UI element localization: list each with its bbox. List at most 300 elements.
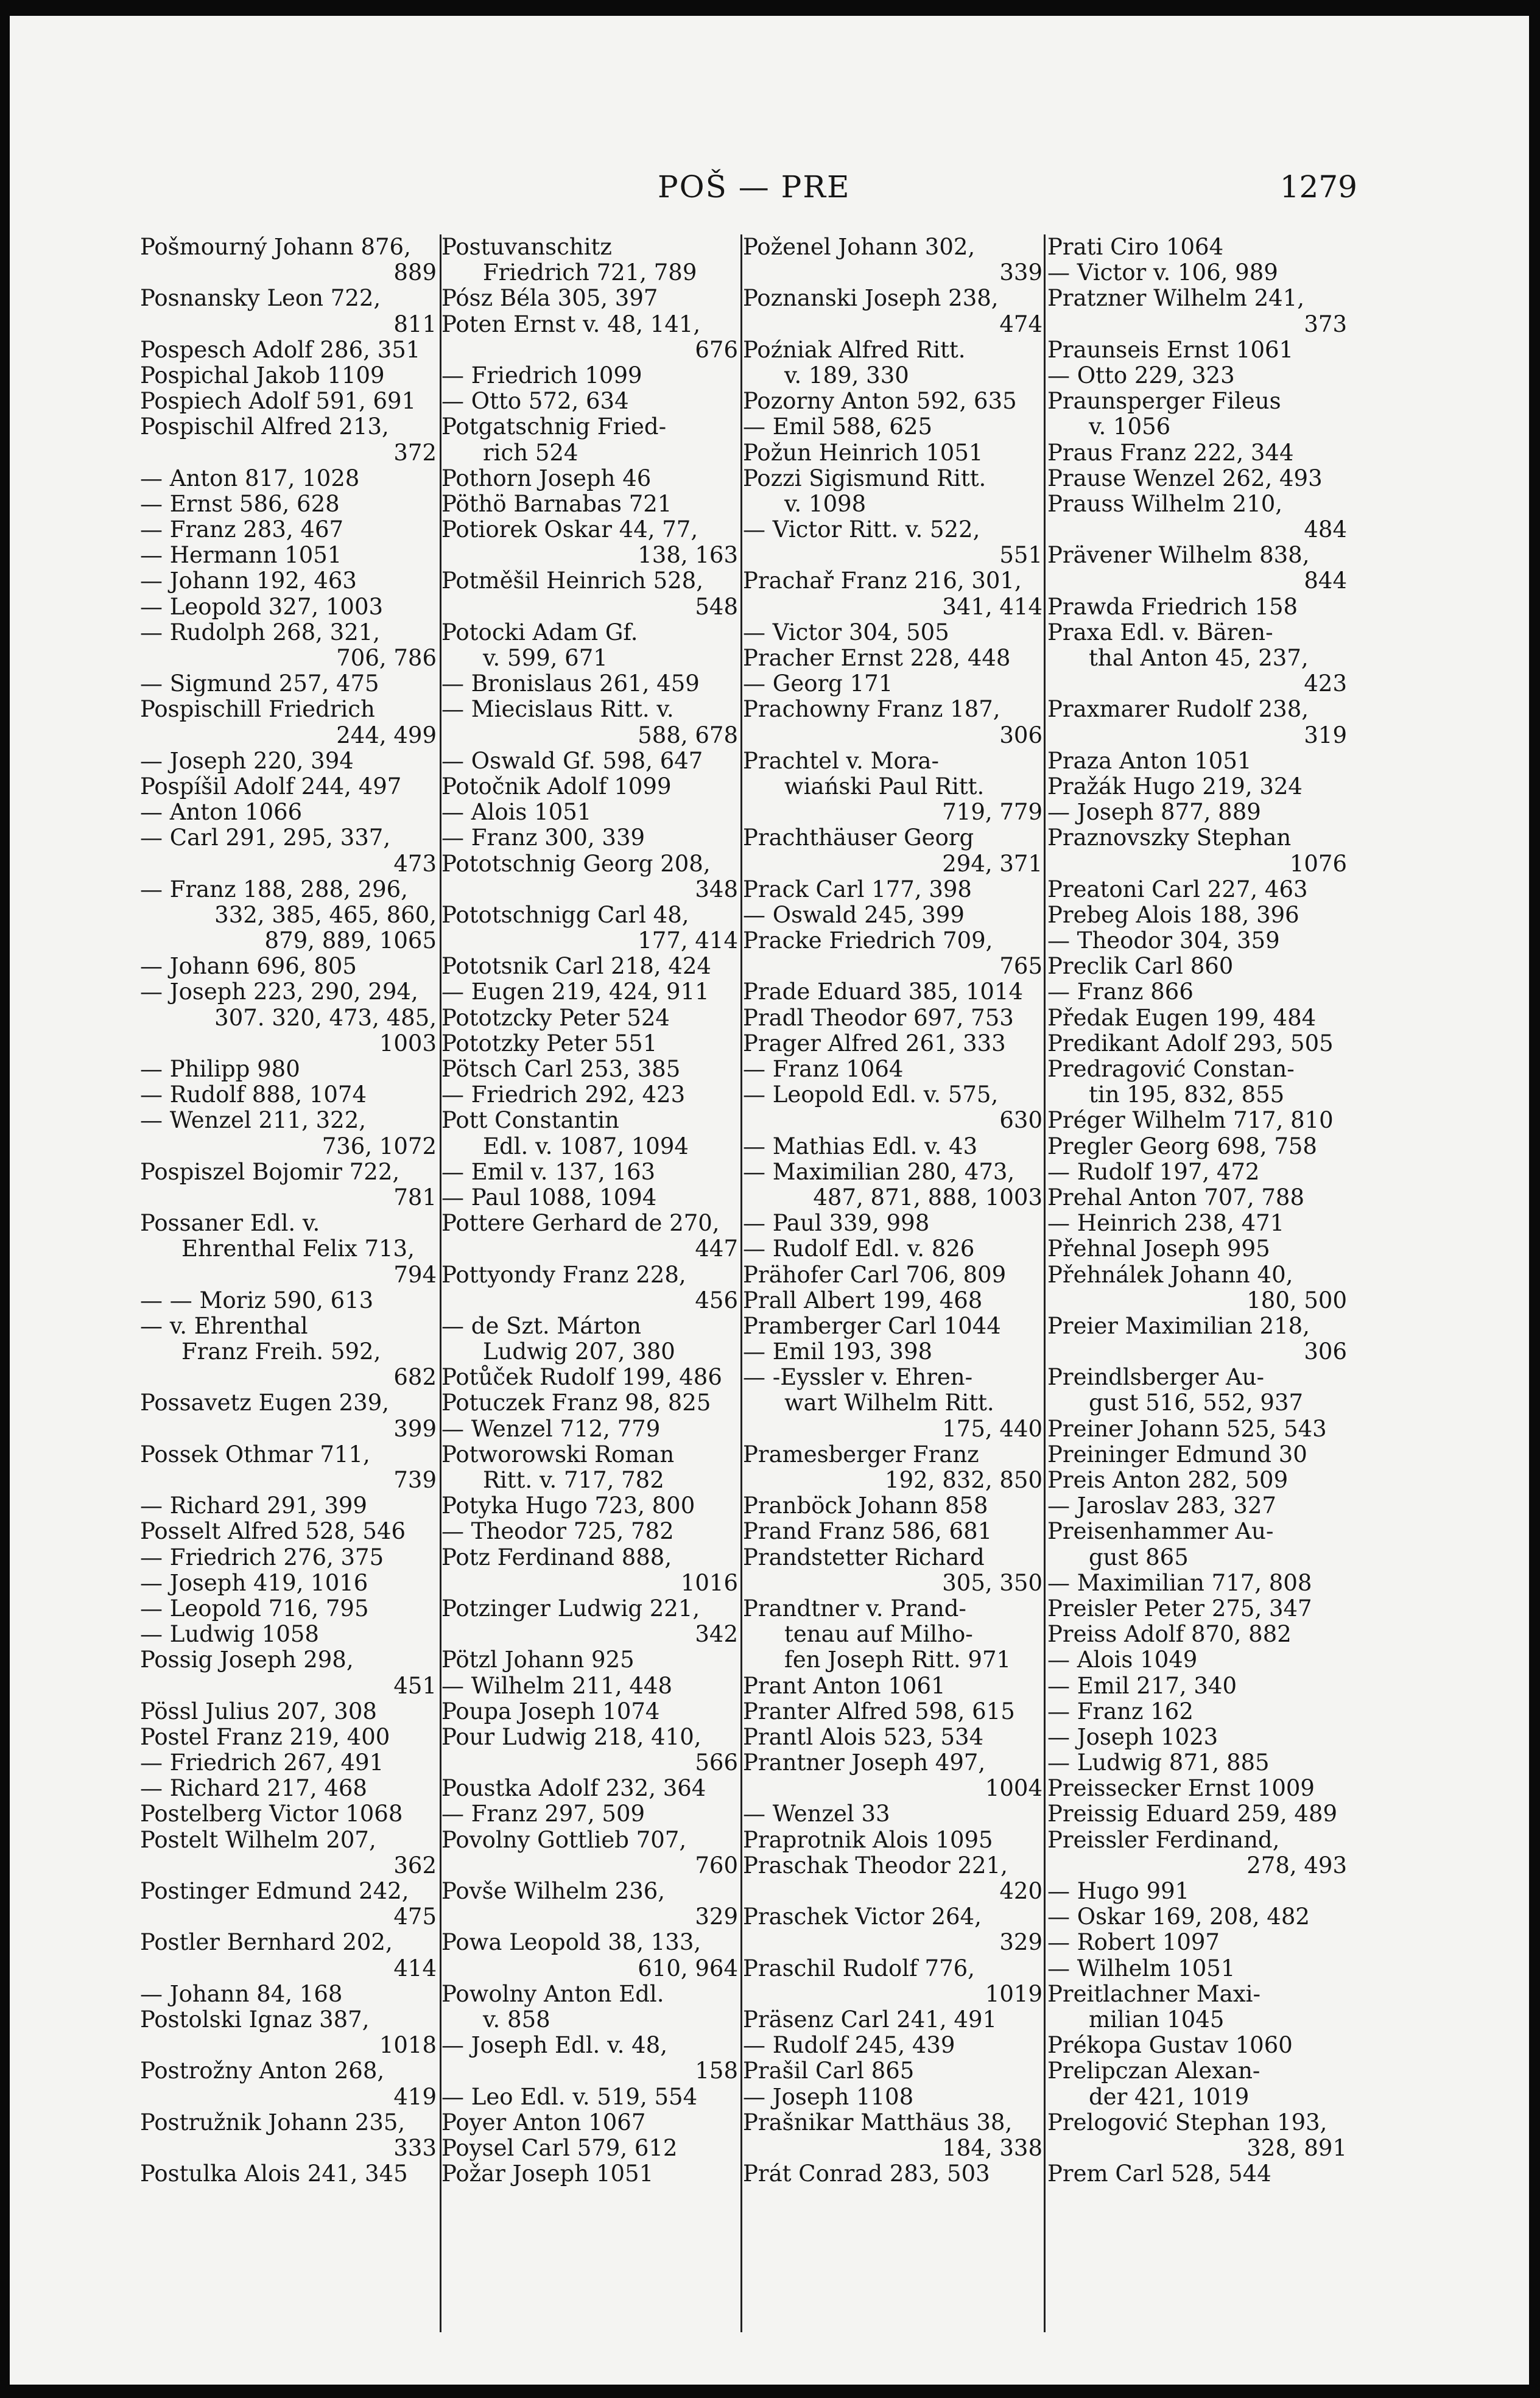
index-entry-line: Pražák Hugo 219, 324 xyxy=(1047,773,1303,800)
index-entry-line: — Alois 1049 xyxy=(1047,1647,1198,1673)
index-entry-line: Potočnik Adolf 1099 xyxy=(441,773,672,800)
index-entry-line: Preissig Eduard 259, 489 xyxy=(1047,1801,1338,1827)
index-entry-line: Pospischil Alfred 213, xyxy=(140,413,389,440)
index-entry xyxy=(743,517,1047,568)
index-entry-line: wiański Paul Ritt. xyxy=(784,773,985,800)
index-entry-line: Pracke Friedrich 709, xyxy=(743,927,993,954)
index-entry-line: Pötsch Carl 253, 385 xyxy=(441,1056,681,1082)
index-entry-line: Praznovszky Stephan xyxy=(1047,825,1292,851)
index-entry-line: Pregler Georg 698, 758 xyxy=(1047,1133,1317,1159)
index-entry xyxy=(441,1108,743,1159)
index-entry xyxy=(743,1853,1047,1904)
index-entry xyxy=(140,517,441,543)
index-entry-line: Preininger Edmund 30 xyxy=(1047,1441,1307,1468)
index-entry xyxy=(743,286,1047,337)
index-entry-line: — Joseph 1108 xyxy=(743,2083,914,2110)
index-entry-line: Potiorek Oskar 44, 77, xyxy=(441,516,698,543)
index-entry-line: 319 xyxy=(1304,722,1347,748)
index-entry-line: Possek Othmar 711, xyxy=(140,1441,370,1468)
index-entry-line: 278, 493 xyxy=(1246,1852,1347,1879)
index-entry xyxy=(441,1211,743,1262)
index-entry xyxy=(140,543,441,568)
index-entry-line: Ritt. v. 717, 782 xyxy=(483,1467,664,1493)
index-entry xyxy=(1047,1031,1352,1057)
index-entry-line: — Ludwig 871, 885 xyxy=(1047,1749,1270,1776)
index-entry-line: 630 xyxy=(999,1107,1042,1134)
index-entry-line: — Franz 188, 288, 296, xyxy=(140,876,408,902)
index-entry xyxy=(743,568,1047,619)
index-entry xyxy=(743,877,1047,902)
index-entry-line: 1003 xyxy=(379,1030,437,1057)
index-entry-line: Preissecker Ernst 1009 xyxy=(1047,1775,1315,1802)
index-entry-line: Přehnal Joseph 995 xyxy=(1047,1236,1270,1262)
index-entry-line: — Oswald 245, 399 xyxy=(743,901,965,928)
index-entry xyxy=(1047,979,1352,1005)
index-entry-line: Pothorn Joseph 46 xyxy=(441,465,652,491)
index-entry-line: Edl. v. 1087, 1094 xyxy=(483,1133,689,1159)
index-entry xyxy=(441,1981,743,2033)
index-entry xyxy=(441,568,743,619)
index-entry-line: Pottyondy Franz 228, xyxy=(441,1261,686,1288)
index-entry-line: — Bronislaus 261, 459 xyxy=(441,670,700,697)
index-entry xyxy=(743,928,1047,979)
index-entry xyxy=(140,979,441,1057)
index-entry-line: — Leopold 327, 1003 xyxy=(140,593,384,620)
index-entry-line: 588, 678 xyxy=(638,722,738,748)
index-entry-line: — Victor Ritt. v. 522, xyxy=(743,516,980,543)
index-entry xyxy=(743,620,1047,645)
index-entry-line: 1018 xyxy=(379,2032,437,2059)
index-entry-line: 305, 350 xyxy=(942,1569,1042,1596)
index-entry-line: — Wilhelm 1051 xyxy=(1047,1955,1236,1981)
index-entry-line: 682 xyxy=(393,1364,437,1391)
index-entry-line: 138, 163 xyxy=(638,542,738,569)
index-entry-line: Pototsnik Carl 218, 424 xyxy=(441,953,711,980)
index-entry xyxy=(441,1673,743,1699)
index-entry xyxy=(140,234,441,286)
index-entry xyxy=(441,774,743,800)
index-entry-line: Ludwig 207, 380 xyxy=(483,1338,675,1365)
index-entry-line: Postuvanschitz xyxy=(441,234,612,260)
index-entry-line: 1019 xyxy=(985,1980,1042,2007)
index-entry-line: Praunsperger Fileus xyxy=(1047,388,1281,415)
index-entry-line: — Rudolf Edl. v. 826 xyxy=(743,1236,975,1262)
index-entry xyxy=(743,1519,1047,1544)
index-entry-line: 328, 891 xyxy=(1246,2134,1347,2161)
index-entry xyxy=(743,1801,1047,1827)
index-entry-line: Predragović Constan- xyxy=(1047,1056,1295,1082)
index-entry xyxy=(140,1570,441,1596)
index-entry-line: v. 599, 671 xyxy=(483,645,608,671)
index-column-2 xyxy=(441,234,743,2187)
index-entry xyxy=(1047,954,1352,979)
index-entry xyxy=(1047,1468,1352,1493)
index-entry xyxy=(441,1776,743,1801)
index-entry-line: Pott Constantin xyxy=(441,1107,619,1134)
index-entry xyxy=(743,466,1047,517)
index-entry xyxy=(140,1057,441,1082)
index-entry xyxy=(441,1313,743,1365)
index-entry xyxy=(1047,260,1352,286)
index-entry xyxy=(140,1082,441,1108)
index-entry-line: — Philipp 980 xyxy=(140,1056,300,1082)
index-entry xyxy=(441,1827,743,1879)
index-entry-line: — Joseph 1023 xyxy=(1047,1723,1218,1750)
index-entry-line: — Joseph Edl. v. 48, xyxy=(441,2032,667,2059)
index-entry xyxy=(140,1159,441,1211)
index-entry-line: Praprotnik Alois 1095 xyxy=(743,1826,993,1853)
index-entry-line: Prachowny Franz 187, xyxy=(743,696,1000,723)
index-entry-line: v. 1056 xyxy=(1089,413,1171,440)
index-entry-line: 811 xyxy=(393,311,437,337)
index-entry-line: — Joseph 419, 1016 xyxy=(140,1569,368,1596)
index-entry-line: Possaner Edl. v. xyxy=(140,1210,320,1237)
index-entry xyxy=(743,1005,1047,1031)
index-entry xyxy=(441,800,743,825)
index-entry-line: Prauss Wilhelm 210, xyxy=(1047,490,1283,517)
index-entry xyxy=(140,1313,441,1391)
index-entry-line: Poźniak Alfred Ritt. xyxy=(743,336,966,363)
index-entry-line: — Friedrich 276, 375 xyxy=(140,1544,384,1570)
index-column-4 xyxy=(1047,234,1352,2187)
index-entry xyxy=(743,645,1047,671)
index-entry-line: 739 xyxy=(393,1467,437,1493)
index-entry-line: Praschil Rudolf 776, xyxy=(743,1955,975,1981)
index-entry xyxy=(441,2110,743,2136)
index-entry xyxy=(743,1442,1047,1493)
index-entry-line: Pranböck Johann 858 xyxy=(743,1493,988,1519)
index-entry-line: — Hugo 991 xyxy=(1047,1878,1190,1904)
index-entry-line: Pototschnig Georg 208, xyxy=(441,850,711,877)
index-entry xyxy=(441,363,743,389)
index-entry xyxy=(1047,1570,1352,1596)
index-entry-line: 414 xyxy=(393,1955,437,1981)
index-entry xyxy=(140,825,441,876)
index-entry-line: Preisenhammer Au- xyxy=(1047,1518,1274,1545)
index-entry xyxy=(441,825,743,851)
index-entry xyxy=(1047,1159,1352,1185)
index-entry-line: Požar Joseph 1051 xyxy=(441,2161,654,2187)
index-entry-line: Prand Franz 586, 681 xyxy=(743,1518,993,1545)
index-entry xyxy=(441,286,743,311)
index-entry-line: 184, 338 xyxy=(942,2134,1042,2161)
page-header xyxy=(0,164,1540,207)
index-entry xyxy=(1047,234,1352,260)
index-entry-line: — Otto 229, 323 xyxy=(1047,362,1235,389)
index-entry-line: 706, 786 xyxy=(336,645,437,671)
index-entry-line: Poženel Johann 302, xyxy=(743,234,976,260)
index-entry-line: Poysel Carl 579, 612 xyxy=(441,2134,678,2161)
index-entry-line: Potyka Hugo 723, 800 xyxy=(441,1493,695,1519)
index-entry-line: 158 xyxy=(695,2058,738,2084)
index-entry-line: Prehal Anton 707, 788 xyxy=(1047,1184,1305,1211)
index-entry xyxy=(1047,1519,1352,1570)
index-entry xyxy=(140,2110,441,2161)
index-entry xyxy=(1047,1596,1352,1622)
index-entry xyxy=(140,2007,441,2058)
index-entry-line: — Anton 1066 xyxy=(140,799,303,826)
index-entry-line: Prähofer Carl 706, 809 xyxy=(743,1261,1007,1288)
index-entry xyxy=(1047,1699,1352,1725)
index-entry-line: Pour Ludwig 218, 410, xyxy=(441,1723,701,1750)
index-entry-line: Prem Carl 528, 544 xyxy=(1047,2161,1271,2187)
index-entry-line: — Eugen 219, 424, 911 xyxy=(441,979,709,1005)
index-entry xyxy=(1047,1211,1352,1236)
index-entry-line: Přehnálek Johann 40, xyxy=(1047,1261,1293,1288)
index-entry-line: Pottere Gerhard de 270, xyxy=(441,1210,720,1237)
index-entry xyxy=(441,1262,743,1313)
index-entry xyxy=(1047,337,1352,363)
index-entry xyxy=(140,1442,441,1493)
index-entry-line: 399 xyxy=(393,1415,437,1442)
index-entry-line: — Leo Edl. v. 519, 554 xyxy=(441,2083,698,2110)
index-entry-line: Pospesch Adolf 286, 351 xyxy=(140,336,421,363)
index-entry-line: Predikant Adolf 293, 505 xyxy=(1047,1030,1334,1057)
index-entry xyxy=(441,389,743,414)
index-entry xyxy=(140,568,441,594)
index-entry-line: Pramberger Carl 1044 xyxy=(743,1312,1001,1339)
index-entry xyxy=(441,1005,743,1031)
index-entry-line: — Franz 297, 509 xyxy=(441,1801,645,1827)
index-entry-line: Prebeg Alois 188, 396 xyxy=(1047,901,1299,928)
index-entry xyxy=(1047,543,1352,594)
index-entry-line: 372 xyxy=(393,439,437,466)
index-entry-line: Pozzi Sigismund Ritt. xyxy=(743,465,986,491)
index-entry xyxy=(441,2136,743,2161)
index-entry-line: 794 xyxy=(393,1261,437,1288)
index-entry xyxy=(743,902,1047,928)
index-entry-line: Possig Joseph 298, xyxy=(140,1647,354,1673)
index-entry xyxy=(441,1647,743,1673)
index-entry xyxy=(743,337,1047,389)
index-entry-line: Prelipczan Alexan- xyxy=(1047,2058,1260,2084)
index-entry-line: Prát Conrad 283, 503 xyxy=(743,2161,990,2187)
index-entry xyxy=(1047,2058,1352,2109)
index-entry-line: Préger Wilhelm 717, 810 xyxy=(1047,1107,1334,1134)
index-entry-line: Postulka Alois 241, 345 xyxy=(140,2161,408,2187)
index-entry xyxy=(441,414,743,465)
index-entry-line: tenau auf Milho- xyxy=(784,1621,973,1648)
index-entry xyxy=(1047,491,1352,543)
index-entry-line: rich 524 xyxy=(483,439,578,466)
index-entry-line: Pósz Béla 305, 397 xyxy=(441,285,658,312)
index-entry xyxy=(743,1031,1047,1057)
index-entry-line: 484 xyxy=(1304,516,1347,543)
index-entry-line: — Theodor 725, 782 xyxy=(441,1518,674,1545)
index-entry xyxy=(743,748,1047,826)
index-entry xyxy=(140,620,441,671)
index-entry xyxy=(140,2058,441,2109)
index-entry-line: Präsenz Carl 241, 491 xyxy=(743,2006,997,2033)
index-entry-line: — Mathias Edl. v. 43 xyxy=(743,1133,978,1159)
index-entry-line: — Emil 588, 625 xyxy=(743,413,933,440)
index-entry xyxy=(743,1082,1047,1133)
index-entry xyxy=(1047,1005,1352,1031)
index-entry-line: Povolny Gottlieb 707, xyxy=(441,1826,687,1853)
index-entry-line: — Johann 84, 168 xyxy=(140,1980,343,2007)
index-entry-line: 177, 414 xyxy=(638,927,738,954)
index-entry xyxy=(1047,2161,1352,2187)
index-entry-line: 180, 500 xyxy=(1246,1287,1347,1313)
index-entry xyxy=(1047,697,1352,748)
index-entry-line: 329 xyxy=(999,1929,1042,1956)
index-entry xyxy=(140,1108,441,1159)
index-entry-line: 548 xyxy=(695,593,738,620)
index-entry-line: 719, 779 xyxy=(942,799,1042,826)
index-entry-line: milian 1045 xyxy=(1089,2006,1225,2033)
index-entry xyxy=(140,1930,441,1981)
index-entry-line: Possavetz Eugen 239, xyxy=(140,1390,390,1416)
index-entry-line: 551 xyxy=(999,542,1042,569)
index-entry xyxy=(743,1750,1047,1801)
index-entry-line: — Otto 572, 634 xyxy=(441,388,629,415)
index-entry-line: Potworowski Roman xyxy=(441,1441,675,1468)
index-entry-line: — Franz 866 xyxy=(1047,979,1194,1005)
index-entry-line: Pototzky Peter 551 xyxy=(441,1030,658,1057)
index-entry-line: 566 xyxy=(695,1749,738,1776)
index-entry xyxy=(1047,466,1352,491)
index-entry-line: der 421, 1019 xyxy=(1089,2083,1250,2110)
index-entry xyxy=(140,337,441,363)
index-entry xyxy=(1047,1673,1352,1699)
index-entry-line: 736, 1072 xyxy=(322,1133,437,1159)
index-entry-line: — Ernst 586, 628 xyxy=(140,490,340,517)
index-entry-line: Pötzl Johann 925 xyxy=(441,1647,635,1673)
index-entry xyxy=(743,1288,1047,1313)
index-entry-line: — Maximilian 717, 808 xyxy=(1047,1569,1312,1596)
index-entry-line: Potzinger Ludwig 221, xyxy=(441,1595,700,1622)
index-entry-line: — Paul 1088, 1094 xyxy=(441,1184,657,1211)
index-entry xyxy=(140,286,441,337)
index-entry-line: 244, 499 xyxy=(336,722,437,748)
index-entry xyxy=(1047,1647,1352,1673)
index-entry xyxy=(441,1930,743,1981)
index-entry-line: — Joseph 877, 889 xyxy=(1047,799,1261,826)
index-entry xyxy=(140,1879,441,1930)
index-entry-line: Prachtel v. Mora- xyxy=(743,747,939,774)
index-entry xyxy=(743,1545,1047,1596)
index-entry-line: 473 xyxy=(393,850,437,877)
index-entry xyxy=(743,1057,1047,1082)
index-entry-line: — Richard 217, 468 xyxy=(140,1775,367,1802)
index-entry xyxy=(140,671,441,697)
index-entry-line: Franz Freih. 592, xyxy=(181,1338,381,1365)
index-entry-line: 879, 889, 1065 xyxy=(264,927,437,954)
index-entry xyxy=(1047,1313,1352,1365)
index-entry-line: 373 xyxy=(1304,311,1347,337)
index-entry xyxy=(441,902,743,954)
index-entry xyxy=(1047,774,1352,800)
index-entry-line: Preclik Carl 860 xyxy=(1047,953,1234,980)
index-entry-line: — Carl 291, 295, 337, xyxy=(140,825,391,851)
index-entry-line: Preiss Adolf 870, 882 xyxy=(1047,1621,1292,1648)
index-entry-line: — Sigmund 257, 475 xyxy=(140,670,379,697)
index-entry-line: Posnansky Leon 722, xyxy=(140,285,381,312)
index-entry-line: Preier Maximilian 218, xyxy=(1047,1312,1310,1339)
index-entry xyxy=(1047,877,1352,902)
index-entry-line: — Rudolf 197, 472 xyxy=(1047,1158,1260,1185)
index-entry-line: 781 xyxy=(393,1184,437,1211)
index-entry-line: — Alois 1051 xyxy=(441,799,592,826)
index-entry xyxy=(743,2161,1047,2187)
index-entry xyxy=(140,466,441,491)
running-head: POŠ — PRE xyxy=(658,169,851,205)
index-entry xyxy=(1047,1365,1352,1416)
index-entry-line: Poten Ernst v. 48, 141, xyxy=(441,311,701,337)
index-entry-line: — Rudolf 245, 439 xyxy=(743,2032,955,2059)
index-entry-line: Preiner Johann 525, 543 xyxy=(1047,1415,1327,1442)
index-entry xyxy=(1047,928,1352,954)
index-entry xyxy=(140,1827,441,1879)
index-entry-line: Postelt Wilhelm 207, xyxy=(140,1826,376,1853)
index-entry xyxy=(441,1159,743,1185)
index-entry-line: — Friedrich 292, 423 xyxy=(441,1081,686,1108)
index-entry-line: Prant Anton 1061 xyxy=(743,1672,946,1699)
index-entry xyxy=(441,517,743,568)
index-entry-line: — Victor 304, 505 xyxy=(743,619,949,645)
index-entry xyxy=(1047,1827,1352,1879)
index-entry-line: — Georg 171 xyxy=(743,670,893,697)
index-entry xyxy=(743,2007,1047,2033)
index-entry xyxy=(743,1596,1047,1673)
index-entry-line: Ehrenthal Felix 713, xyxy=(181,1236,415,1262)
index-entry xyxy=(743,825,1047,876)
index-entry-line: Powolny Anton Edl. xyxy=(441,1980,664,2007)
index-entry xyxy=(1047,1185,1352,1211)
index-entry xyxy=(441,1031,743,1057)
index-entry-line: 1076 xyxy=(1289,850,1347,877)
index-entry xyxy=(743,1673,1047,1699)
index-entry-line: — Miecislaus Ritt. v. xyxy=(441,696,674,723)
index-entry-line: — Ludwig 1058 xyxy=(140,1621,319,1648)
index-entry xyxy=(1047,1956,1352,1981)
index-entry xyxy=(1047,1904,1352,1930)
index-entry-line: Pössl Julius 207, 308 xyxy=(140,1698,377,1725)
index-entry xyxy=(743,1262,1047,1288)
index-entry-line: 332, 385, 465, 860, xyxy=(214,901,437,928)
index-entry-line: 306 xyxy=(1304,1338,1347,1365)
index-entry xyxy=(743,440,1047,466)
index-entry xyxy=(140,2161,441,2187)
index-entry-line: 760 xyxy=(695,1852,738,1879)
index-entry-line: — Joseph 220, 394 xyxy=(140,747,354,774)
index-entry-line: Friedrich 721, 789 xyxy=(483,259,697,286)
index-entry xyxy=(1047,902,1352,928)
index-entry-line: Praza Anton 1051 xyxy=(1047,747,1252,774)
index-entry xyxy=(441,1493,743,1519)
index-entry-line: Postolski Ignaz 387, xyxy=(140,2006,370,2033)
index-entry-line: Postelberg Victor 1068 xyxy=(140,1801,403,1827)
index-entry-line: — Wenzel 712, 779 xyxy=(441,1415,661,1442)
index-entry-line: — de Szt. Márton xyxy=(441,1312,641,1339)
index-entry xyxy=(140,1699,441,1725)
index-entry xyxy=(743,1725,1047,1750)
index-entry-line: 423 xyxy=(1304,670,1347,697)
index-entry-line: Pošmourný Johann 876, xyxy=(140,234,411,260)
index-entry xyxy=(743,414,1047,440)
index-entry-line: Pospichal Jakob 1109 xyxy=(140,362,385,389)
index-entry xyxy=(140,1390,441,1441)
index-entry xyxy=(441,234,743,286)
index-entry-line: 333 xyxy=(393,2134,437,2161)
index-entry-line: 487, 871, 888, 1003 xyxy=(813,1184,1042,1211)
index-entry xyxy=(743,2110,1047,2161)
index-entry xyxy=(743,2058,1047,2084)
index-entry-line: Pospíšil Adolf 244, 497 xyxy=(140,773,402,800)
index-entry-line: Postinger Edmund 242, xyxy=(140,1878,409,1904)
index-entry-line: — Richard 291, 399 xyxy=(140,1493,367,1519)
index-entry xyxy=(1047,1108,1352,1133)
